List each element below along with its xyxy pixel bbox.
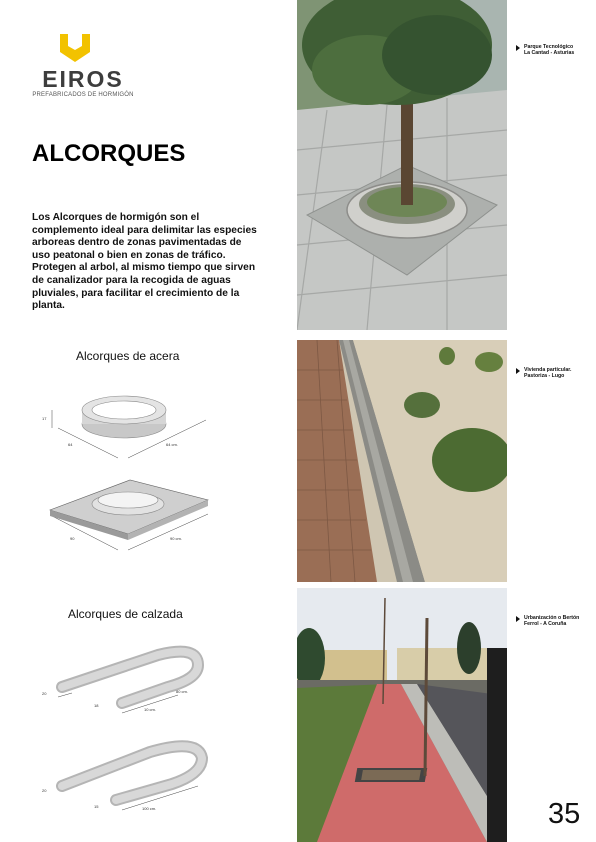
caption-photo-2	[524, 367, 592, 380]
section-label-calzada: Alcorques de calzada	[68, 607, 183, 621]
dim-acera-2-width: 90	[70, 536, 75, 541]
caption-1-line-1: Parque Tecnológico	[524, 44, 574, 50]
photo-urbanizacion	[297, 588, 507, 842]
diagram-u-calzada-1	[38, 635, 218, 725]
dim-calzada-1-d: 10 cm.	[144, 707, 157, 712]
dim-calzada-2-c: 100 cm.	[142, 806, 157, 811]
diagram-slab-acera	[38, 470, 218, 560]
dim-calzada-1-b: 18	[94, 703, 99, 708]
page-number: 35	[548, 798, 581, 830]
dim-acera-1-height: 17	[42, 416, 47, 421]
diagram-ring-acera	[38, 380, 218, 470]
photo-vivienda-particular	[297, 340, 507, 582]
caption-3-line-1: Urbanización o Bertón	[524, 615, 580, 621]
dim-calzada-2-b: 15	[94, 804, 99, 809]
eiros-cube-logo-icon	[58, 30, 92, 64]
intro-paragraph: Los Alcorques de hormigón son el complemento ideal para delimitar las especies arboreas dentro de zonas pavimentadas de uso peatonal o bien en zonas de tráfico. Protegen al arbol, al mismo tiempo que sirven de canalizador para la recogida de aguas pluviales, para facilitar el crecimiento de la planta.	[32, 212, 257, 312]
caption-photo-3	[524, 615, 592, 628]
dim-calzada-1-c: 80 cm.	[176, 689, 189, 694]
dim-calzada-1-a: 20	[42, 691, 47, 696]
caption-arrow-icon	[516, 616, 520, 622]
section-label-acera: Alcorques de acera	[76, 349, 180, 363]
caption-2-line-2: Pastoriza - Lugo	[524, 373, 565, 380]
caption-arrow-icon	[516, 368, 520, 374]
dim-calzada-2-a: 20	[42, 788, 47, 793]
dim-acera-1-width: 64	[68, 442, 73, 447]
dim-acera-1-depth: 64 cm.	[166, 442, 179, 447]
caption-arrow-icon	[516, 45, 520, 51]
photo-parque-tecnologico	[297, 0, 507, 330]
logo-tagline: PREFABRICADOS DE HORMIGÓN	[32, 92, 134, 98]
caption-1-line-2: La Cantad - Asturias	[524, 50, 575, 57]
page-title: ALCORQUES	[32, 140, 186, 167]
caption-2-line-1: Vivienda particular.	[524, 367, 572, 373]
caption-photo-1	[524, 44, 592, 57]
dim-acera-2-depth: 90 cm.	[170, 536, 183, 541]
eiros-logo	[28, 30, 138, 105]
caption-3-line-2: Ferrol - A Coruña	[524, 621, 567, 628]
logo-wordmark: EIROS	[42, 66, 124, 92]
diagram-u-calzada-2	[38, 730, 218, 820]
